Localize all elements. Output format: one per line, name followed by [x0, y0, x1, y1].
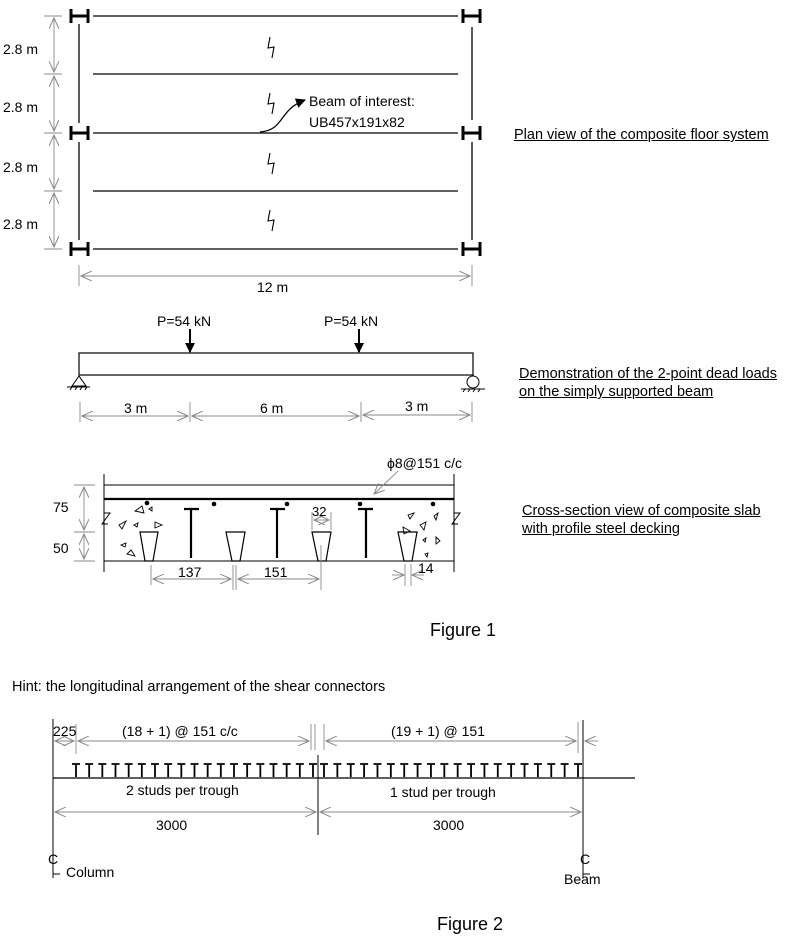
pin-support-icon: [67, 376, 90, 390]
bay-spacing-2: 2.8 m: [3, 99, 39, 115]
centerline-icon: [53, 866, 590, 874]
stud-row-left: [72, 764, 317, 777]
trough-spacing-2-label: 151: [264, 564, 288, 580]
hint-text: Hint: the longitudinal arrangement of the shear connectors: [12, 679, 386, 695]
trough-gap-label: 14: [418, 560, 434, 576]
beam-load-diagram: [67, 313, 485, 422]
cross-section-caption-line2: with profile steel decking: [522, 521, 680, 537]
deck-trough-icon: [140, 532, 417, 561]
beam-of-interest-label: Beam of interest:: [309, 93, 415, 109]
slab-cross-section: [53, 455, 462, 590]
leader-arrow-icon: [260, 100, 305, 132]
beam-label: Beam: [564, 871, 601, 887]
bay-spacing-4: 2.8 m: [3, 216, 39, 232]
plan-beams: [93, 16, 458, 249]
centerline-column-symbol: C: [48, 851, 59, 867]
roller-support-icon: [461, 376, 485, 392]
plan-view: [3, 9, 480, 295]
beam-loads-caption-line2: on the simply supported beam: [519, 384, 714, 400]
span-label: 12 m: [257, 279, 289, 295]
edge-distance-label: 225: [53, 723, 77, 739]
span-direction-icon: [268, 37, 274, 231]
figure-2-label: Figure 2: [437, 914, 504, 934]
left-length-label: 3000: [156, 817, 188, 833]
cross-section-caption-line1: Cross-section view of composite slab: [522, 503, 761, 519]
figure-1-label: Figure 1: [430, 620, 497, 640]
trough-width-label: 32: [312, 504, 327, 519]
rebar-icon: [145, 501, 436, 507]
plan-view-caption: Plan view of the composite floor system: [514, 127, 769, 143]
column-label: Column: [66, 864, 115, 880]
right-studs-label: 1 stud per trough: [390, 784, 496, 800]
trough-spacing-1-label: 137: [178, 564, 202, 580]
shear-stud-icon: [184, 509, 373, 558]
stud-arrangement-diagram: [48, 719, 635, 887]
slab-depth-label: 75: [53, 499, 69, 515]
beam-loads-caption-line1: Demonstration of the 2-point dead loads: [519, 366, 777, 382]
segment-1-label: 3 m: [124, 400, 148, 416]
bay-spacing-1: 2.8 m: [3, 41, 39, 57]
bay-spacing-3: 2.8 m: [3, 159, 39, 175]
segment-2-label: 6 m: [260, 400, 284, 416]
beam-section-label: UB457x191x82: [309, 114, 405, 130]
load-1-label: P=54 kN: [157, 313, 212, 329]
segment-3-label: 3 m: [405, 398, 429, 414]
right-spacing-label: (19 + 1) @ 151: [391, 723, 485, 739]
left-spacing-label: (18 + 1) @ 151 c/c: [122, 723, 238, 739]
right-length-label: 3000: [433, 817, 465, 833]
load-2-label: P=54 kN: [324, 313, 379, 329]
centerline-beam-symbol: C: [580, 851, 591, 867]
stud-row-right: [320, 764, 582, 777]
left-studs-label: 2 studs per trough: [126, 782, 239, 798]
deck-depth-label: 50: [53, 540, 69, 556]
rebar-label: ϕ8@151 c/c: [387, 455, 462, 471]
